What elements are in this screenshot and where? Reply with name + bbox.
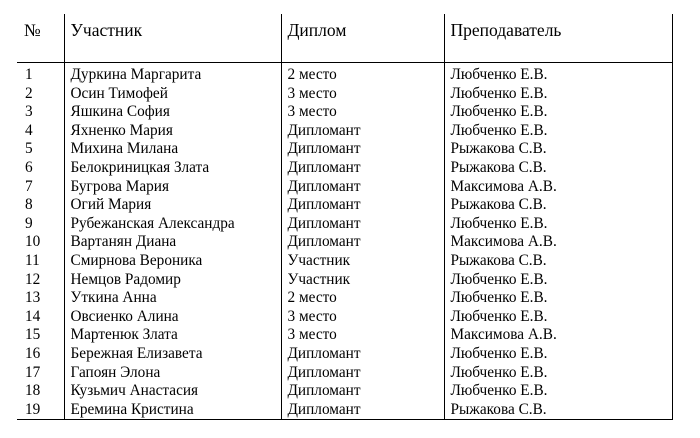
cell-number: 16 [17, 345, 64, 364]
cell-teacher: Рыжакова С.В. [444, 252, 672, 271]
cell-number: 8 [17, 196, 64, 215]
cell-number: 19 [17, 401, 64, 420]
cell-diploma: 3 место [281, 308, 444, 327]
cell-participant: Вартанян Диана [64, 233, 281, 252]
table-row [17, 252, 672, 271]
cell-diploma: Дипломант [281, 345, 444, 364]
cell-teacher: Любченко Е.В. [444, 289, 672, 308]
cell-diploma: 2 место [281, 289, 444, 308]
cell-number: 13 [17, 289, 64, 308]
cell-teacher: Любченко Е.В. [444, 122, 672, 141]
table-row [17, 66, 672, 85]
cell-participant: Кузьмич Анастасия [64, 382, 281, 401]
cell-participant: Бережная Елизавета [64, 345, 281, 364]
cell-teacher: Любченко Е.В. [444, 66, 672, 85]
cell-participant: Гапоян Элона [64, 364, 281, 383]
cell-number: 11 [17, 252, 64, 271]
cell-number: 10 [17, 233, 64, 252]
cell-diploma: Дипломант [281, 233, 444, 252]
header-teacher: Преподаватель [444, 14, 672, 62]
cell-teacher: Рыжакова С.В. [444, 159, 672, 178]
cell-teacher: Любченко Е.В. [444, 345, 672, 364]
cell-diploma: Дипломант [281, 364, 444, 383]
cell-teacher: Любченко Е.В. [444, 215, 672, 234]
cell-diploma: Дипломант [281, 382, 444, 401]
header-row [17, 14, 672, 62]
cell-number: 12 [17, 271, 64, 290]
cell-number: 17 [17, 364, 64, 383]
cell-participant: Овсиенко Алина [64, 308, 281, 327]
table-row [17, 271, 672, 290]
cell-participant: Рубежанская Александра [64, 215, 281, 234]
cell-participant: Немцов Радомир [64, 271, 281, 290]
cell-number: 14 [17, 308, 64, 327]
header-diploma: Диплом [281, 14, 444, 62]
cell-diploma: Участник [281, 252, 444, 271]
table-header [17, 14, 672, 62]
cell-diploma: 2 место [281, 66, 444, 85]
table-row [17, 196, 672, 215]
table-row [17, 364, 672, 383]
cell-participant: Яшкина София [64, 103, 281, 122]
table-row [17, 140, 672, 159]
cell-diploma: 3 место [281, 103, 444, 122]
cell-teacher: Максимова А.В. [444, 178, 672, 197]
cell-diploma: 3 место [281, 326, 444, 345]
cell-participant: Смирнова Вероника [64, 252, 281, 271]
cell-participant: Михина Милана [64, 140, 281, 159]
cell-number: 1 [17, 66, 64, 85]
cell-number: 15 [17, 326, 64, 345]
table-row [17, 85, 672, 104]
cell-participant: Осин Тимофей [64, 85, 281, 104]
cell-teacher: Любченко Е.В. [444, 271, 672, 290]
cell-participant: Уткина Анна [64, 289, 281, 308]
cell-participant: Дуркина Маргарита [64, 66, 281, 85]
cell-diploma: Дипломант [281, 401, 444, 420]
cell-number: 18 [17, 382, 64, 401]
cell-diploma: 3 место [281, 85, 444, 104]
cell-teacher: Рыжакова С.В. [444, 196, 672, 215]
header-number: № [17, 14, 64, 62]
cell-participant: Бугрова Мария [64, 178, 281, 197]
table-row [17, 178, 672, 197]
cell-diploma: Дипломант [281, 159, 444, 178]
table-row [17, 308, 672, 327]
cell-number: 3 [17, 103, 64, 122]
cell-teacher: Любченко Е.В. [444, 364, 672, 383]
cell-diploma: Дипломант [281, 122, 444, 141]
cell-number: 5 [17, 140, 64, 159]
cell-teacher: Любченко Е.В. [444, 382, 672, 401]
cell-teacher: Любченко Е.В. [444, 103, 672, 122]
table-row [17, 345, 672, 364]
header-participant: Участник [64, 14, 281, 62]
cell-participant: Мартенюк Злата [64, 326, 281, 345]
cell-number: 6 [17, 159, 64, 178]
cell-participant: Белокриницкая Злата [64, 159, 281, 178]
table-row [17, 103, 672, 122]
table-row [17, 289, 672, 308]
cell-number: 4 [17, 122, 64, 141]
cell-number: 7 [17, 178, 64, 197]
cell-participant: Яхненко Мария [64, 122, 281, 141]
cell-teacher: Максимова А.В. [444, 233, 672, 252]
table-row [17, 382, 672, 401]
cell-teacher: Любченко Е.В. [444, 85, 672, 104]
table-row [17, 401, 672, 420]
cell-teacher: Любченко Е.В. [444, 308, 672, 327]
cell-participant: Огий Мария [64, 196, 281, 215]
table-row [17, 215, 672, 234]
cell-diploma: Дипломант [281, 196, 444, 215]
table-body [17, 62, 672, 420]
cell-teacher: Максимова А.В. [444, 326, 672, 345]
table-row [17, 326, 672, 345]
table-row [17, 122, 672, 141]
results-table [17, 14, 673, 420]
cell-teacher: Рыжакова С.В. [444, 401, 672, 420]
cell-teacher: Рыжакова С.В. [444, 140, 672, 159]
cell-diploma: Дипломант [281, 178, 444, 197]
cell-number: 9 [17, 215, 64, 234]
cell-number: 2 [17, 85, 64, 104]
cell-participant: Еремина Кристина [64, 401, 281, 420]
cell-diploma: Участник [281, 271, 444, 290]
cell-diploma: Дипломант [281, 140, 444, 159]
cell-diploma: Дипломант [281, 215, 444, 234]
table-row [17, 233, 672, 252]
table-row [17, 159, 672, 178]
